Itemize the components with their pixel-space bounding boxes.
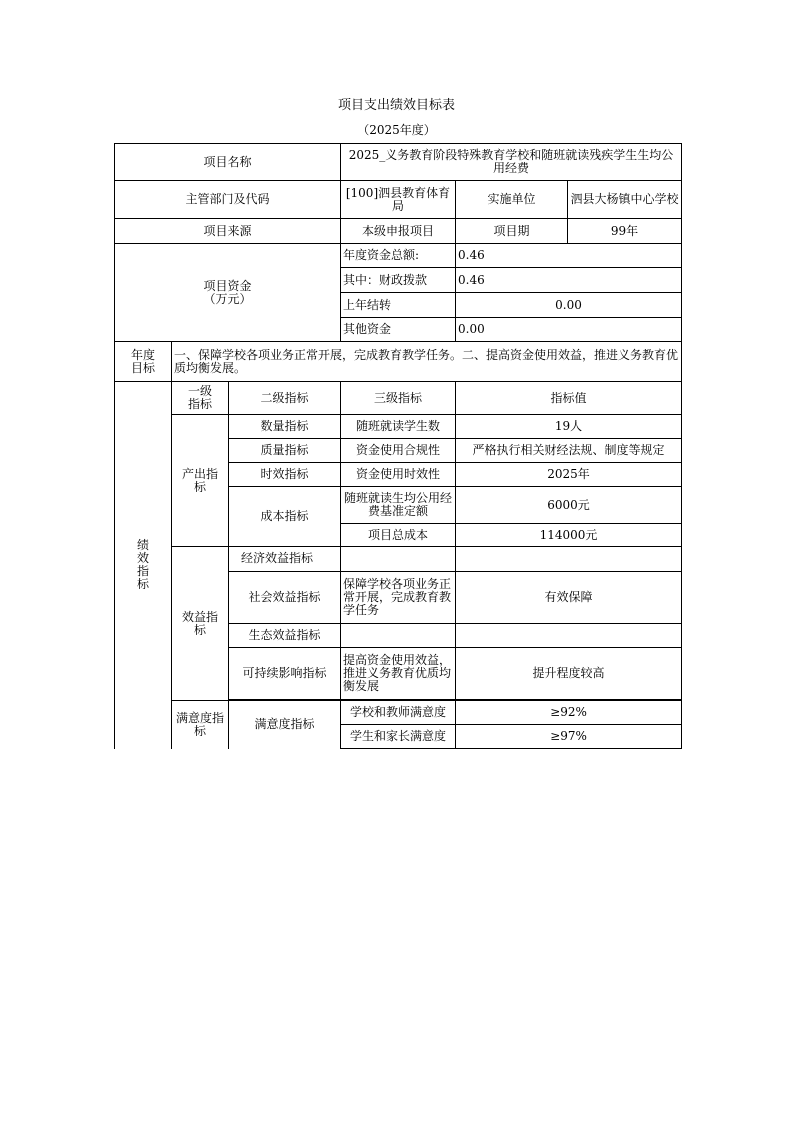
timeliness-indicator-name: 资金使用时效性 bbox=[341, 463, 456, 487]
header-value: 指标值 bbox=[456, 382, 682, 415]
satisfaction-item-name: 学生和家长满意度 bbox=[341, 725, 456, 749]
project-name-value: 2025_义务教育阶段特殊教育学校和随班就读残疾学生生均公用经费 bbox=[341, 144, 682, 181]
header-level2: 二级指标 bbox=[229, 382, 341, 415]
dept-value: [100]泗县教育体育局 bbox=[341, 181, 456, 219]
period-value: 99年 bbox=[568, 219, 682, 244]
quality-indicator-name: 资金使用合规性 bbox=[341, 439, 456, 463]
cost-item-name: 项目总成本 bbox=[341, 524, 456, 547]
performance-target-table bbox=[114, 143, 682, 749]
period-label: 项目期 bbox=[456, 219, 568, 244]
ecological-indicator-name bbox=[341, 624, 456, 648]
impl-unit-label: 实施单位 bbox=[456, 181, 568, 219]
funds-other-value: 0.00 bbox=[456, 318, 682, 342]
cost-item-name: 随班就读生均公用经费基准定额 bbox=[341, 487, 456, 524]
year-label: （2025年度） bbox=[357, 123, 436, 137]
economic-indicator-name bbox=[341, 547, 456, 572]
quantity-indicator-name: 随班就读学生数 bbox=[341, 415, 456, 439]
satisfaction-item-name: 学校和教师满意度 bbox=[341, 701, 456, 725]
timeliness-indicator-label: 时效指标 bbox=[229, 463, 341, 487]
funds-other-label: 其他资金 bbox=[341, 318, 456, 342]
funds-carryover-value: 0.00 bbox=[456, 293, 682, 318]
impl-unit-value: 泗县大杨镇中心学校 bbox=[568, 181, 682, 219]
timeliness-indicator-value: 2025年 bbox=[456, 463, 682, 487]
ecological-indicator-label: 生态效益指标 bbox=[229, 624, 341, 648]
header-level1: 一级指标 bbox=[172, 382, 229, 415]
cost-indicator-label: 成本指标 bbox=[229, 487, 341, 547]
satisfaction-item-value: ≥97% bbox=[456, 725, 682, 749]
page-title: 项目支出绩效目标表 bbox=[337, 98, 455, 113]
annual-goal-text: 一、保障学校各项业务正常开展，完成教育教学任务。二、提高资金使用效益，推进义务教育优质均衡发展。 bbox=[172, 342, 682, 382]
funds-total-value: 0.46 bbox=[456, 244, 682, 268]
funds-fiscal-value: 0.46 bbox=[456, 268, 682, 293]
quantity-indicator-value: 19人 bbox=[456, 415, 682, 439]
source-value: 本级申报项目 bbox=[341, 219, 456, 244]
funds-label: 项目资金 bbox=[203, 278, 252, 293]
cost-item-value: 6000元 bbox=[456, 487, 682, 524]
funds-carryover-label: 上年结转 bbox=[341, 293, 456, 318]
social-indicator-label: 社会效益指标 bbox=[229, 572, 341, 624]
quantity-indicator-label: 数量指标 bbox=[229, 415, 341, 439]
social-indicator-value: 有效保障 bbox=[456, 572, 682, 624]
dept-label: 主管部门及代码 bbox=[115, 181, 341, 219]
social-indicator-name: 保障学校各项业务正常开展，完成教育教学任务 bbox=[341, 572, 456, 624]
quality-indicator-label: 质量指标 bbox=[229, 439, 341, 463]
satisfaction-item-value: ≥92% bbox=[456, 701, 682, 725]
funds-total-label: 年度资金总额: bbox=[341, 244, 456, 268]
cost-item-value: 114000元 bbox=[456, 524, 682, 547]
funds-label-cell bbox=[115, 244, 341, 342]
ecological-indicator-value bbox=[456, 624, 682, 648]
satisfaction-sub-label: 满意度指标 bbox=[229, 701, 341, 749]
annual-goal-label: 年度目标 bbox=[115, 342, 172, 382]
project-name-label: 项目名称 bbox=[115, 144, 341, 181]
quality-indicator-value: 严格执行相关财经法规、制度等规定 bbox=[456, 439, 682, 463]
funds-fiscal-label: 其中：财政拨款 bbox=[341, 268, 456, 293]
benefit-indicator-label: 效益指标 bbox=[172, 547, 229, 701]
economic-indicator-label: 经济效益指标 bbox=[229, 547, 341, 572]
economic-indicator-value bbox=[456, 547, 682, 572]
header-level3: 三级指标 bbox=[341, 382, 456, 415]
sustainable-indicator-name: 提高资金使用效益，推进义务教育优质均衡发展 bbox=[341, 648, 456, 700]
satisfaction-indicator-label: 满意度指标 bbox=[172, 701, 229, 749]
indicators-section-label: 绩效指标 bbox=[115, 382, 172, 749]
sustainable-indicator-label: 可持续影响指标 bbox=[229, 648, 341, 700]
source-label: 项目来源 bbox=[115, 219, 341, 244]
output-indicator-label: 产出指标 bbox=[172, 415, 229, 547]
sustainable-indicator-value: 提升程度较高 bbox=[456, 648, 682, 700]
funds-unit: （万元） bbox=[203, 291, 252, 306]
